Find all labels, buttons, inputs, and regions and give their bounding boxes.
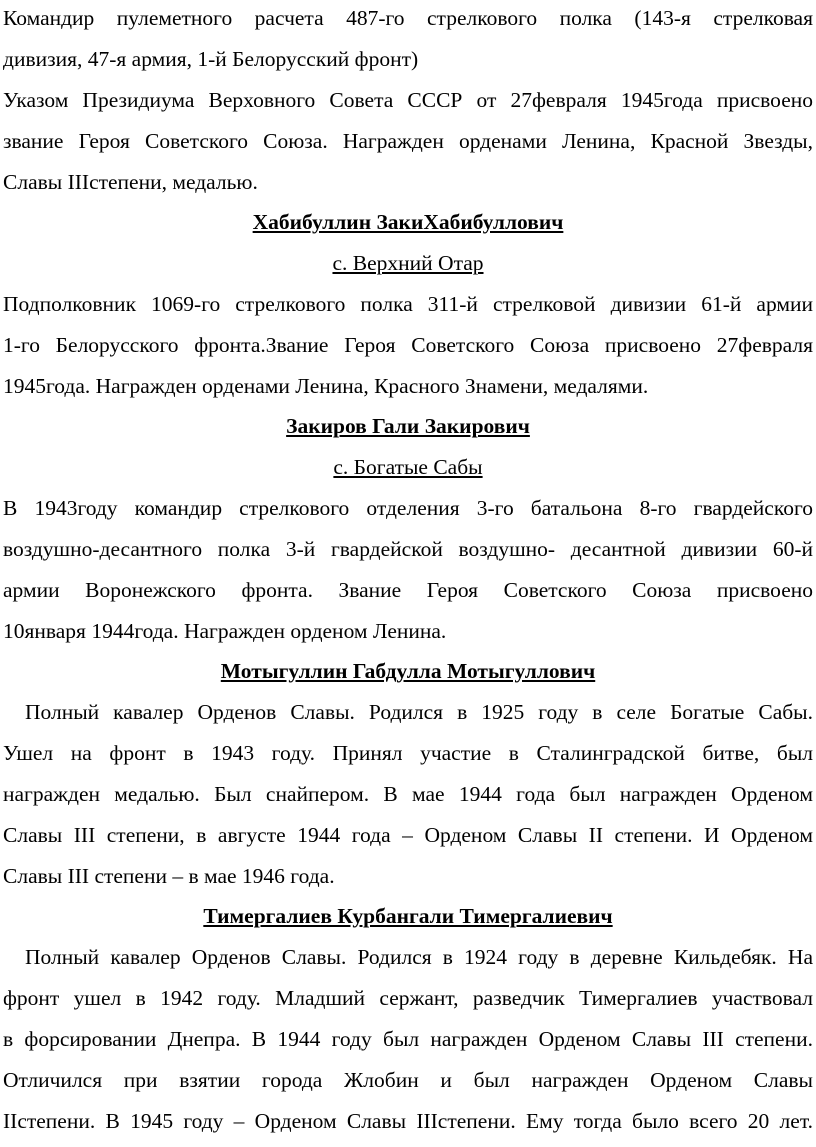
paragraph-line: фронт ушел в 1942 году. Младший сержант, разведчик Тимергалиев участвовал — [3, 986, 813, 1010]
hero-village: с. Верхний Отар — [332, 251, 484, 275]
paragraph-line: Полный кавалер Орденов Славы. Родился в 1924 году в деревне Кильдебяк. На — [25, 945, 813, 969]
paragraph-line: в форсировании Днепра. В 1944 году был награжден Орденом Славы III степени. — [3, 1027, 813, 1051]
paragraph-line: Славы III степени – в мае 1946 года. — [3, 864, 335, 888]
paragraph-line: 10января 1944года. Награжден орденом Ленина. — [3, 619, 447, 643]
hero-name-heading: Тимергалиев Курбангали Тимергалиевич — [203, 904, 613, 928]
paragraph-line: Подполковник 1069-го стрелкового полка 311-й стрелковой дивизии 61-й армии — [3, 292, 813, 316]
paragraph-line: Указом Президиума Верховного Совета СССР от 27февраля 1945года присвоено — [3, 88, 813, 112]
paragraph-line: армии Воронежского фронта. Звание Героя Советского Союза присвоено — [3, 578, 813, 602]
paragraph-line: Командир пулеметного расчета 487-го стрелкового полка (143-я стрелковая — [3, 6, 813, 30]
paragraph-line: 1945года. Награжден орденами Ленина, Красного Знамени, медалями. — [3, 374, 649, 398]
paragraph-line: Полный кавалер Орденов Славы. Родился в 1925 году в селе Богатые Сабы. — [25, 700, 813, 724]
paragraph-line: Славы III степени, в августе 1944 года – Орденом Славы II степени. И Орденом — [3, 823, 813, 847]
paragraph-line: Славы IIIстепени, медалью. — [3, 170, 258, 194]
hero-village: с. Богатые Сабы — [333, 455, 483, 479]
paragraph-line: 1-го Белорусского фронта.Звание Героя Советского Союза присвоено 27февраля — [3, 333, 813, 357]
paragraph-line: Отличился при взятии города Жлобин и был награжден Орденом Славы — [3, 1068, 813, 1092]
paragraph-line: IIстепени. В 1945 году – Орденом Славы IIIстепени. Ему тогда было всего 20 лет. — [3, 1109, 813, 1133]
hero-name-heading: Закиров Гали Закирович — [286, 414, 530, 438]
paragraph-line: воздушно-десантного полка 3-й гвардейской воздушно- десантной дивизии 60-й — [3, 537, 813, 561]
paragraph-line: В 1943году командир стрелкового отделения 3-го батальона 8-го гвардейского — [3, 496, 813, 520]
hero-name-heading: Мотыгуллин Габдулла Мотыгуллович — [220, 659, 596, 683]
paragraph-line: дивизия, 47-я армия, 1-й Белорусский фронт) — [3, 47, 419, 71]
paragraph-line: награжден медалью. Был снайпером. В мае 1944 года был награжден Орденом — [3, 782, 813, 806]
paragraph-line: звание Героя Советского Союза. Награжден орденами Ленина, Красной Звезды, — [3, 129, 813, 153]
paragraph-line: Ушел на фронт в 1943 году. Принял участие в Сталинградской битве, был — [3, 741, 813, 765]
hero-name-heading: Хабибуллин ЗакиХабибуллович — [252, 210, 564, 234]
